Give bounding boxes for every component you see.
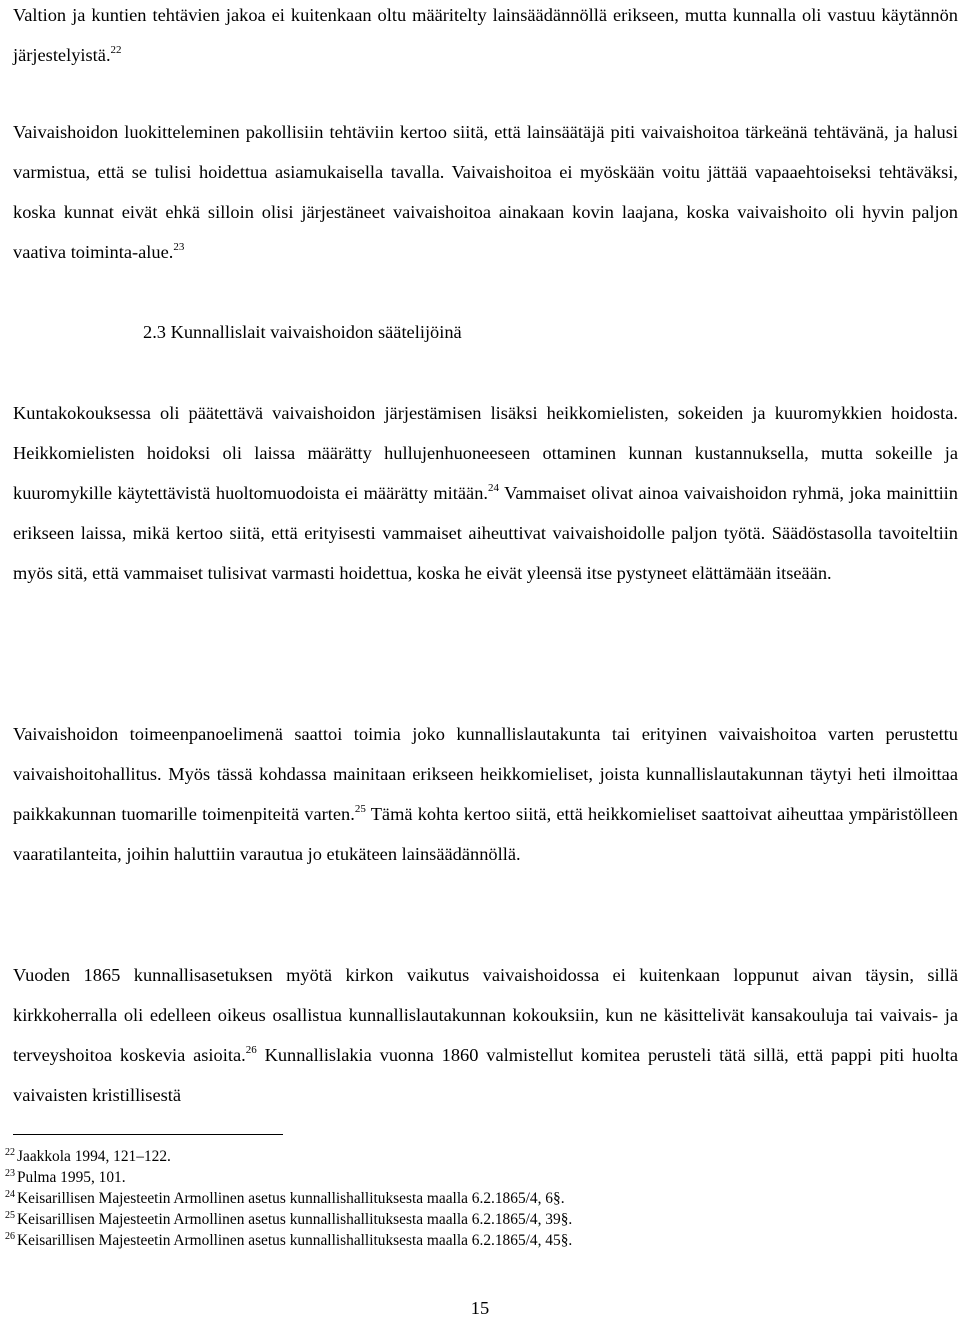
paragraph-text: Kunnallislakia vuonna 1860 valmistellut komitea perusteli tätä sillä, että pappi piti huolta vaivaisten kristillisestä [13,1045,959,1105]
paragraph [13,714,958,874]
paragraph-text: Vammaiset olivat ainoa vaivaishoidon ryhmä, joka mainittiin erikseen laissa, mikä kertoo siitä, että erityisesti vammaiset aiheuttivat vaivaishoidolle paljon työtä. Säädöstasolla tavoiteltiin myös sitä, että vammaiset tulisivat varmasti hoidettua, koska he eivät yleensä itse pystyneet elättämään itseään. [13,483,958,583]
footnote-ref: 24 [488,482,500,494]
footnote-ref: 26 [245,1044,257,1056]
paragraph-text: Tämä kohta kertoo siitä, että heikkomieliset saattoivat aiheuttaa ympäristölleen vaaratilanteita, joihin haluttiin varautua jo etukäteen lainsäädännöllä. [13,804,958,864]
footnote-ref: 25 [354,803,366,815]
footnote-ref: 22 [110,44,122,56]
footnote-number: 23 [5,1168,15,1179]
paragraph-text: Kuntakokouksessa oli päätettävä vaivaishoidon järjestämisen lisäksi heikkomielisten, sokeiden ja kuuromykkien hoidosta. Heikkomielisten hoidoksi oli laissa määrätty hullujenhuoneeseen ottaminen kunnan kustannuksella, mutta sokeille ja kuuromykille käytettävistä huoltomuodoista ei määrätty mitään. [13,403,958,503]
paragraph-text: Valtion ja kuntien tehtävien jakoa ei kuitenkaan oltu määritelty lainsäädännöllä erikseen, mutta kunnalla oli vastuu käytännön järjestelyistä. [13,5,958,65]
footnote-text: Pulma 1995, 101. [17,1169,126,1186]
footnote [5,1230,955,1251]
footnote-number: 24 [5,1189,15,1200]
footnote-text: Keisarillisen Majesteetin Armollinen asetus kunnallishallituksesta maalla 6.2.1865/4, 45§. [17,1232,573,1249]
paragraph [13,955,958,1115]
footnote [5,1209,955,1230]
paragraph-text: Vuoden 1865 kunnallisasetuksen myötä kirkon vaikutus vaivaishoidossa ei kuitenkaan loppunut aivan täysin, sillä kirkkoherralla oli edelleen oikeus osallistua kunnallislautakunnan kokouksiin, kun ne käsittelivät kansakouluja tai vaivais- ja terveyshoitoa koskevia asioita. [13,965,958,1065]
footnote [5,1146,955,1167]
paragraph [13,0,958,75]
page-number: 15 [470,1298,490,1318]
footnote [5,1167,955,1188]
footnote-text: Keisarillisen Majesteetin Armollinen asetus kunnallishallituksesta maalla 6.2.1865/4, 6§. [17,1190,565,1207]
footnote-ref: 23 [173,241,185,253]
paragraph [13,393,958,593]
footnote-number: 25 [5,1210,15,1221]
paragraph-text: Vaivaishoidon toimeenpanoelimenä saattoi toimia joko kunnallislautakunta tai erityinen vaivaishoitoa varten perustettu vaivaishoitohallitus. Myös tässä kohdassa mainitaan erikseen heikkomieliset, joista kunnallislautakunnan täytyi heti ilmoittaa paikkakunnan tuomarille toimenpiteitä varten. [13,724,958,824]
footnote-text: Jaakkola 1994, 121–122. [17,1148,171,1165]
paragraph-text: Vaivaishoidon luokitteleminen pakollisiin tehtäviin kertoo siitä, että lainsäätäjä piti vaivaishoitoa tärkeänä tehtävänä, ja halusi varmistua, että se tulisi hoidettua asiamukaisella tavalla. Vaivaishoitoa ei myöskään voitu jättää vapaaehtoiseksi tehtäväksi, koska kunnat eivät ehkä silloin olisi järjestäneet vaivaishoitoa ainakaan kovin laajana, koska vaivaishoito oli hyvin paljon vaativa toiminta-alue. [13,122,958,262]
footnote-text: Keisarillisen Majesteetin Armollinen asetus kunnallishallituksesta maalla 6.2.1865/4, 39§. [17,1211,573,1228]
footnote-number: 22 [5,1147,15,1158]
footnote [5,1188,955,1209]
paragraph [13,112,958,272]
footnotes [5,1146,955,1251]
footnote-separator [13,1134,283,1135]
section-heading: 2.3 Kunnallislait vaivaishoidon säätelijöinä [143,322,462,342]
footnote-number: 26 [5,1231,15,1242]
